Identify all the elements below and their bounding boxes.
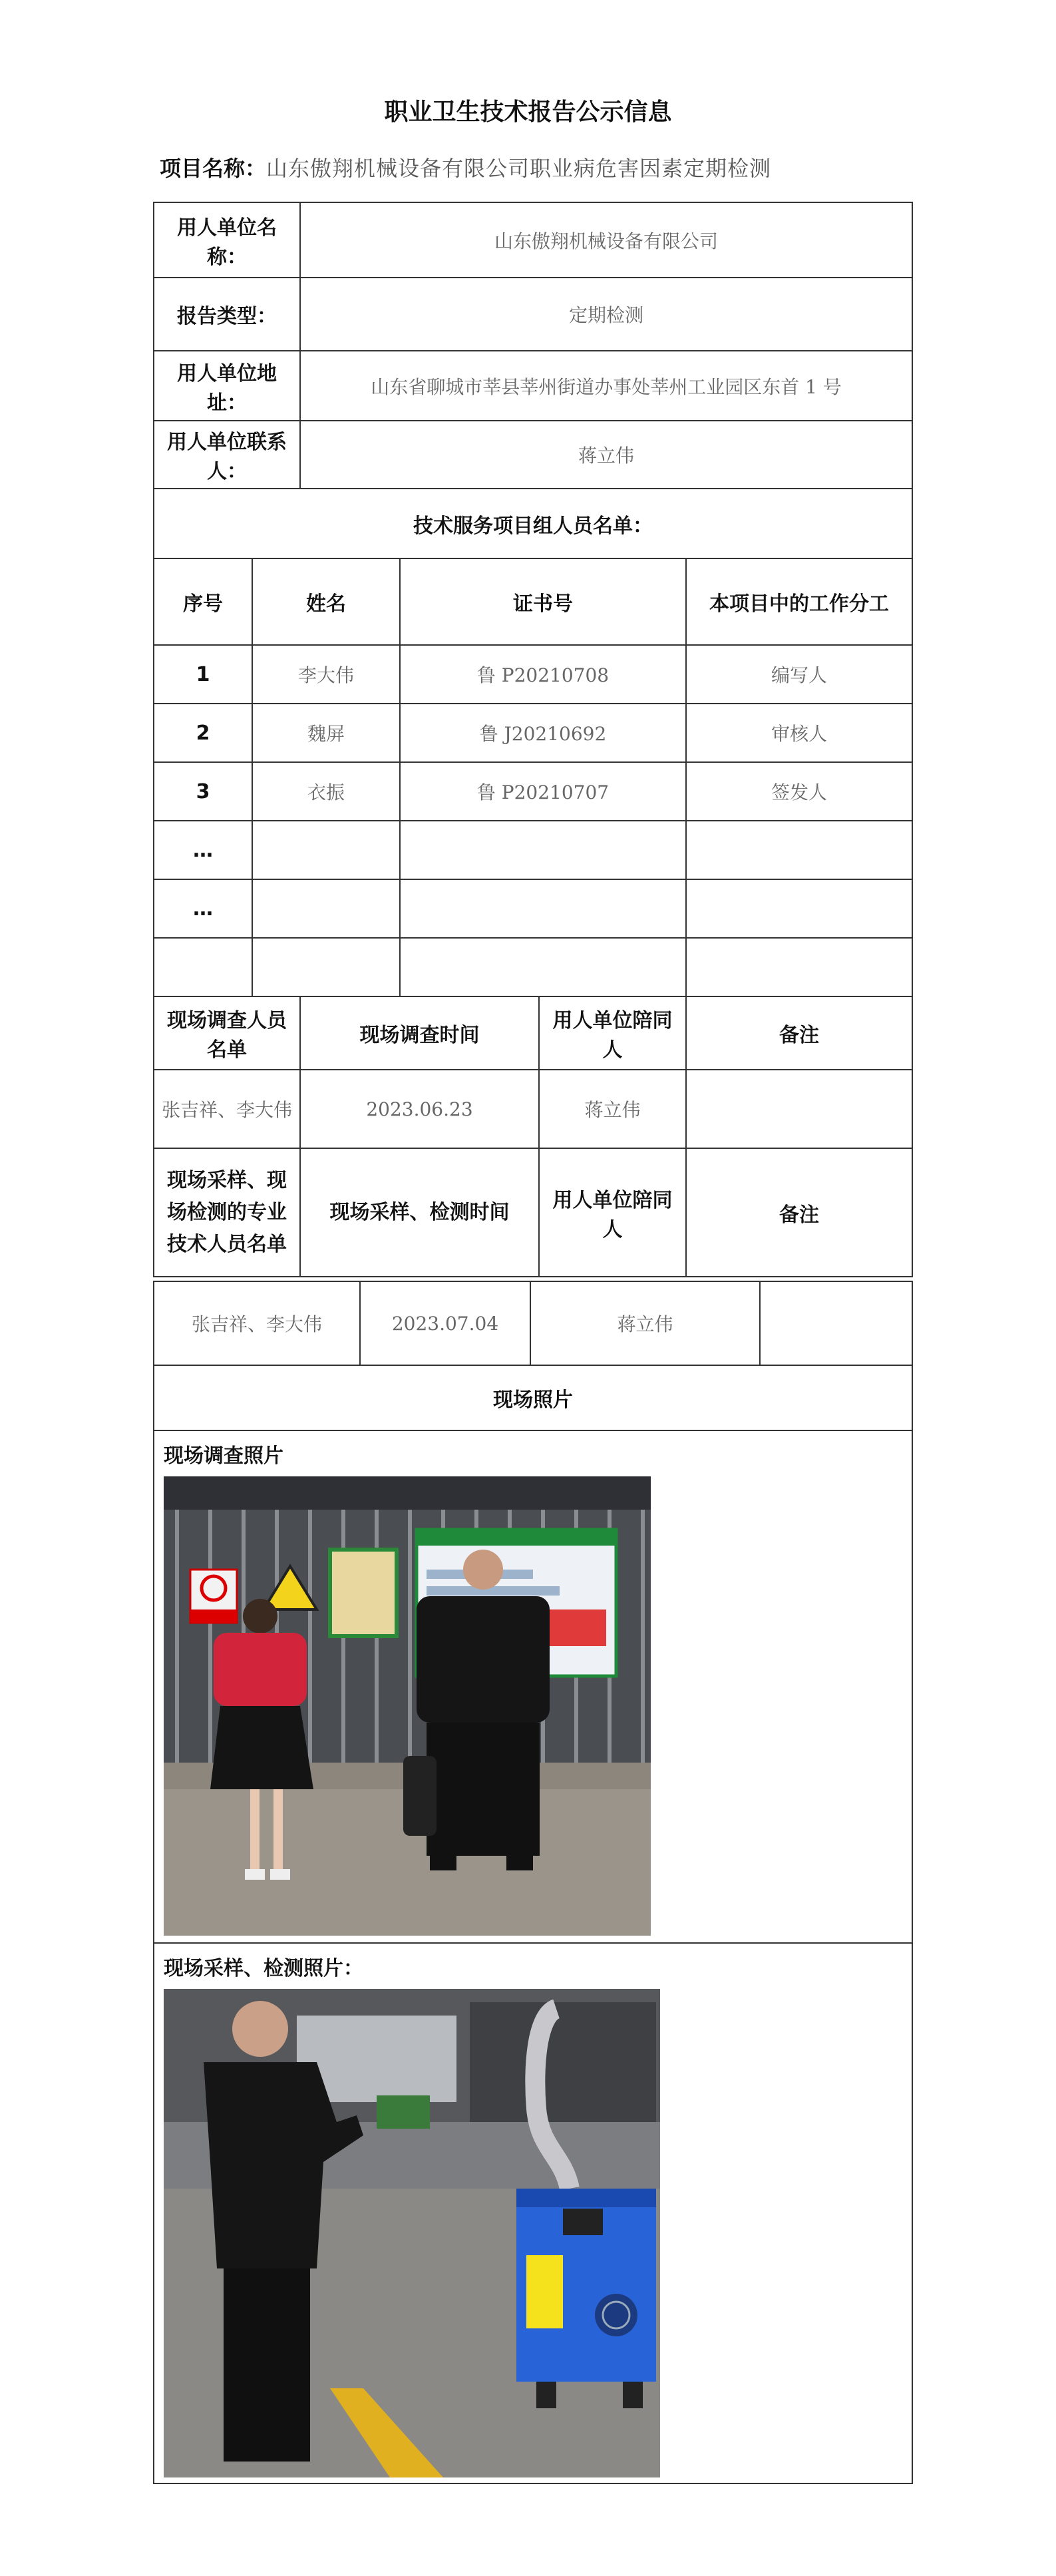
staff-role (686, 821, 912, 879)
staff-role: 签发人 (686, 762, 912, 821)
info-label: 用人单位地址： (154, 351, 300, 421)
info-value: 蒋立伟 (300, 421, 912, 489)
sampling-photo-label: 现场采样、检测照片： (164, 1957, 363, 1980)
table-row (154, 938, 912, 996)
info-row (154, 421, 912, 489)
sampling-photo (164, 1989, 660, 2477)
staff-cert: 鲁 J20210692 (400, 704, 686, 762)
staff-name (252, 821, 400, 879)
sampling-row (154, 1281, 912, 1365)
staff-name: 魏屏 (252, 704, 400, 762)
table-row (154, 821, 912, 879)
staff-name (252, 938, 400, 996)
survey-photo-cell (154, 1430, 912, 1943)
staff-header: 序号 (154, 558, 252, 645)
survey-note (686, 1070, 912, 1148)
staff-cert (400, 879, 686, 938)
staff-no (154, 938, 252, 996)
staff-cert (400, 938, 686, 996)
project-value: 山东傲翔机械设备有限公司职业病危害因素定期检测 (266, 156, 772, 181)
info-label: 报告类型： (154, 278, 300, 351)
staff-no: 3 (154, 762, 252, 821)
sampling-header-row (154, 1148, 912, 1277)
sampling-escort: 蒋立伟 (530, 1281, 760, 1365)
info-row (154, 351, 912, 421)
survey-photo (164, 1476, 651, 1936)
report-table-main (153, 202, 913, 1277)
staff-no: 2 (154, 704, 252, 762)
survey-header: 备注 (686, 996, 912, 1070)
project-label: 项目名称： (160, 156, 267, 181)
sampling-date: 2023.07.04 (360, 1281, 530, 1365)
sampling-photo-cell (154, 1943, 912, 2483)
sampling-header: 备注 (686, 1148, 912, 1277)
staff-title: 技术服务项目组人员名单： (154, 489, 912, 558)
staff-header: 本项目中的工作分工 (686, 558, 912, 645)
survey-header-row (154, 996, 912, 1070)
survey-header: 用人单位陪同人 (539, 996, 686, 1070)
table-row (154, 645, 912, 704)
info-value: 山东省聊城市莘县莘州街道办事处莘州工业园区东首 1 号 (300, 351, 912, 421)
info-value: 山东傲翔机械设备有限公司 (300, 202, 912, 278)
staff-header-row (154, 558, 912, 645)
table-row (154, 762, 912, 821)
survey-row (154, 1070, 912, 1148)
staff-role: 审核人 (686, 704, 912, 762)
staff-no: … (154, 821, 252, 879)
sampling-header: 现场采样、现场检测的专业技术人员名单 (154, 1148, 300, 1277)
staff-header: 证书号 (400, 558, 686, 645)
staff-cert: 鲁 P20210708 (400, 645, 686, 704)
report-table-photos (153, 1281, 913, 2484)
staff-cert (400, 821, 686, 879)
staff-role (686, 938, 912, 996)
info-row (154, 278, 912, 351)
info-label: 用人单位联系人： (154, 421, 300, 489)
survey-escort: 蒋立伟 (539, 1070, 686, 1148)
page-title: 职业卫生技术报告公示信息 (384, 99, 672, 126)
survey-header: 现场调查时间 (300, 996, 539, 1070)
photos-title: 现场照片 (154, 1365, 912, 1430)
survey-people: 张吉祥、李大伟 (154, 1070, 300, 1148)
staff-header: 姓名 (252, 558, 400, 645)
staff-role: 编写人 (686, 645, 912, 704)
sampling-people: 张吉祥、李大伟 (154, 1281, 360, 1365)
sampling-header: 用人单位陪同人 (539, 1148, 686, 1277)
staff-role (686, 879, 912, 938)
sampling-header: 现场采样、检测时间 (300, 1148, 539, 1277)
staff-name: 衣振 (252, 762, 400, 821)
survey-photo-label: 现场调查照片 (164, 1444, 283, 1468)
survey-header: 现场调查人员名单 (154, 996, 300, 1070)
sampling-note (760, 1281, 912, 1365)
survey-date: 2023.06.23 (300, 1070, 539, 1148)
project-line (160, 152, 771, 182)
staff-cert: 鲁 P20210707 (400, 762, 686, 821)
staff-name: 李大伟 (252, 645, 400, 704)
table-row (154, 704, 912, 762)
info-label: 用人单位名称： (154, 202, 300, 278)
info-row (154, 202, 912, 278)
table-row (154, 879, 912, 938)
staff-no: … (154, 879, 252, 938)
staff-no: 1 (154, 645, 252, 704)
info-value: 定期检测 (300, 278, 912, 351)
staff-name (252, 879, 400, 938)
